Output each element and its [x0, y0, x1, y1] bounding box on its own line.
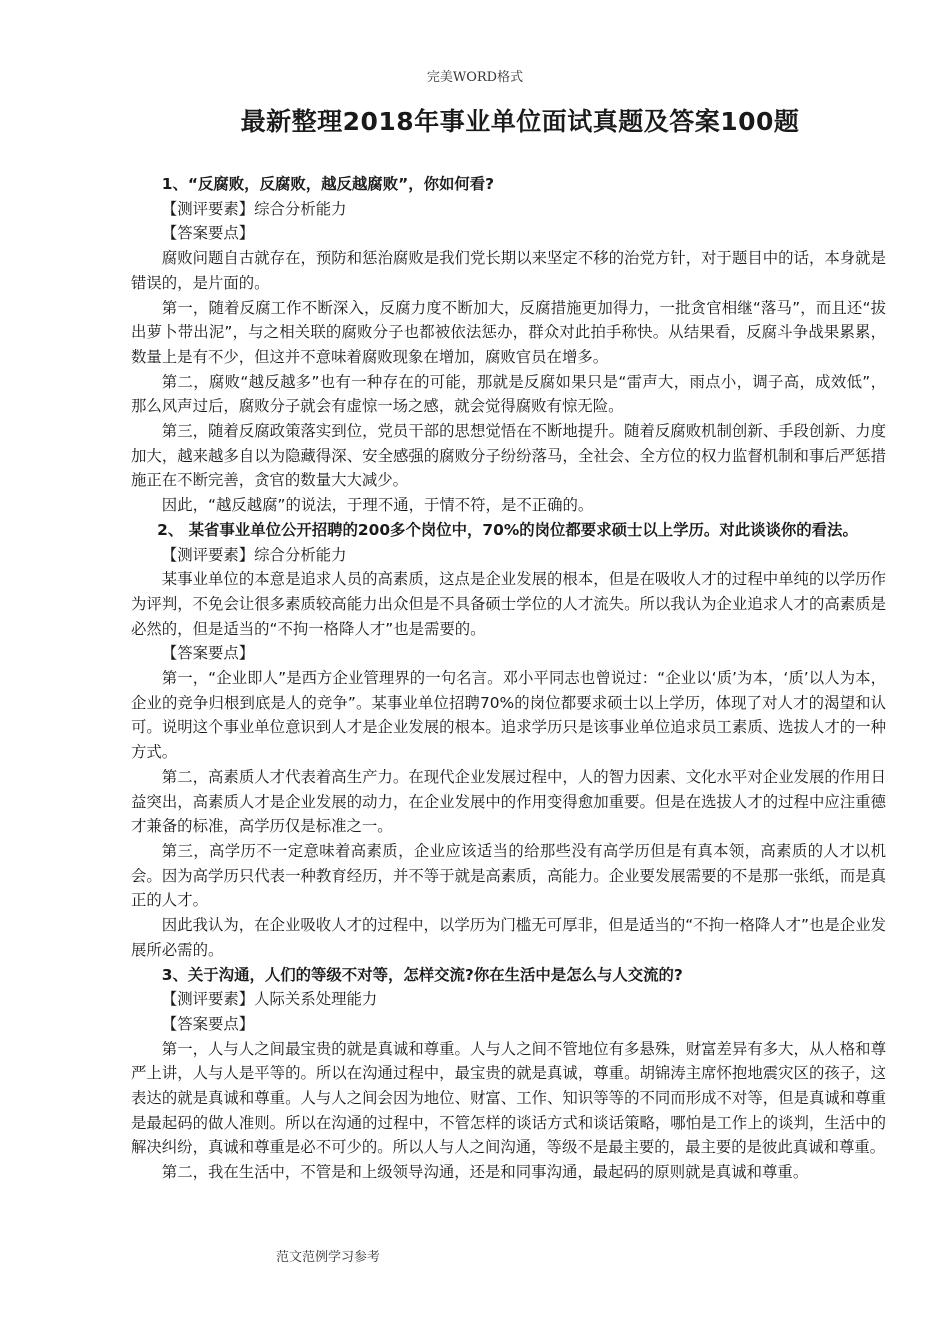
paragraph: 第一，随着反腐工作不断深入，反腐力度不断加大，反腐措施更加得力，一批贪官相继“落马”，而且还“拔出萝卜带出泥”，与之相关联的腐败分子也都被依法惩办，群众对此拍手称快。从结果看，反腐斗争战果累累，数量上是有不少，但这并不意味着腐败现象在增加，腐败官员在增多。: [131, 298, 886, 366]
paragraph: 因此我认为，在企业吸收人才的过程中，以学历为门槛无可厚非，但是适当的“不拘一格降人才”也是企业发展所必需的。: [131, 916, 886, 959]
paragraph: 某事业单位的本意是追求人员的高素质，这点是企业发展的根本，但是在吸收人才的过程中单纯的以学历作为评判，不免会让很多素质较高能力出众但是不具备硕士学位的人才流失。所以我认为企业追求人才的高素质是必然的，但是适当的“不拘一格降人才”也是需要的。: [131, 570, 886, 638]
paragraph: 因此，“越反越腐”的说法，于理不通，于情不符，是不正确的。: [161, 496, 594, 515]
paragraph: 【测评要素】人际关系处理能力: [161, 990, 378, 1009]
question-3: 3、关于沟通，人们的等级不对等，怎样交流?你在生活中是怎么与人交流的?: [161, 965, 683, 984]
paragraph: 【答案要点】: [161, 644, 255, 663]
paragraph: 第三，高学历不一定意味着高素质，企业应该适当的给那些没有高学历但是有真本领，高素质的人才以机会。因为高学历只代表一种教育经历，并不等于就是高素质，高能力。企业要发展需要的不是那一张纸，而是真正的人才。: [131, 841, 886, 910]
page-footer: 范文范例学习参考: [276, 1250, 381, 1265]
paragraph: 第一，“企业即人”是西方企业管理界的一句名言。邓小平同志也曾说过：“企业以‘质’为本，‘质’以人为本，企业的竞争归根到底是人的竞争”。某事业单位招聘70%的岗位都要求硕士以上学历，体现了对人才的渴望和认可。说明这个事业单位意识到人才是企业发展的根本。追求学历只是该事业单位追求员工素质、选拔人才的一种方式。: [131, 669, 886, 762]
page-header: 完美WORD格式: [426, 70, 524, 85]
question-1: 1、“反腐败，反腐败，越反越腐败”，你如何看?: [161, 175, 495, 193]
document-body: [131, 172, 886, 1185]
paragraph: 第二，高素质人才代表着高生产力。在现代企业发展过程中，人的智力因素、文化水平对企业发展的作用日益突出，高素质人才是企业发展的动力，在企业发展中的作用变得愈加重要。但是在选拔人才的过程中应注重德才兼备的标准，高学历仅是标准之一。: [131, 767, 886, 836]
paragraph: 【测评要素】综合分析能力: [161, 199, 347, 218]
paragraph: 第二，我在生活中，不管是和上级领导沟通，还是和同事沟通，最起码的原则就是真诚和尊重。: [161, 1163, 809, 1182]
paragraph: 【测评要素】综合分析能力: [161, 545, 347, 564]
paragraph: 【答案要点】: [161, 1014, 255, 1033]
document-title: 最新整理2018年事业单位面试真题及答案100题: [240, 107, 800, 136]
question-2: 2、 某省事业单位公开招聘的200多个岗位中，70%的岗位都要求硕士以上学历。对此谈谈你的看法。: [157, 520, 858, 539]
paragraph: 第三，随着反腐政策落实到位，党员干部的思想觉悟在不断地提升。随着反腐败机制创新、手段创新、力度加大，越来越多自以为隐藏得深、安全感强的腐败分子纷纷落马，全社会、全方位的权力监督机制和事后严惩措施正在不断完善，贪官的数量大大减少。: [131, 422, 886, 490]
paragraph: 第一，人与人之间最宝贵的就是真诚和尊重。人与人之间不管地位有多悬殊，财富差异有多大，从人格和尊严上讲，人与人是平等的。所以在沟通过程中，最宝贵的就是真诚，尊重。胡锦涛主席怀抱地震灾区的孩子，这表达的就是真诚和尊重。人与人之间会因为地位、财富、工作、知识等等的不同而形成不对等，但是真诚和尊重是最起码的做人准则。所以在沟通的过程中，不管怎样的谈话方式和谈话策略，哪怕是工作上的谈判，生活中的解决纠纷，真诚和尊重是必不可少的。所以人与人之间沟通，等级不是最主要的，最主要的是彼此真诚和尊重。: [131, 1039, 886, 1157]
paragraph: 【答案要点】: [161, 224, 255, 243]
paragraph: 腐败问题自古就存在，预防和惩治腐败是我们党长期以来坚定不移的治党方针，对于题目中的话，本身就是错误的，是片面的。: [131, 249, 886, 292]
paragraph: 第二，腐败“越反越多”也有一种存在的可能，那就是反腐如果只是“雷声大，雨点小，调子高，成效低”，那么风声过后，腐败分子就会有虚惊一场之感，就会觉得腐败有惊无险。: [131, 372, 886, 416]
